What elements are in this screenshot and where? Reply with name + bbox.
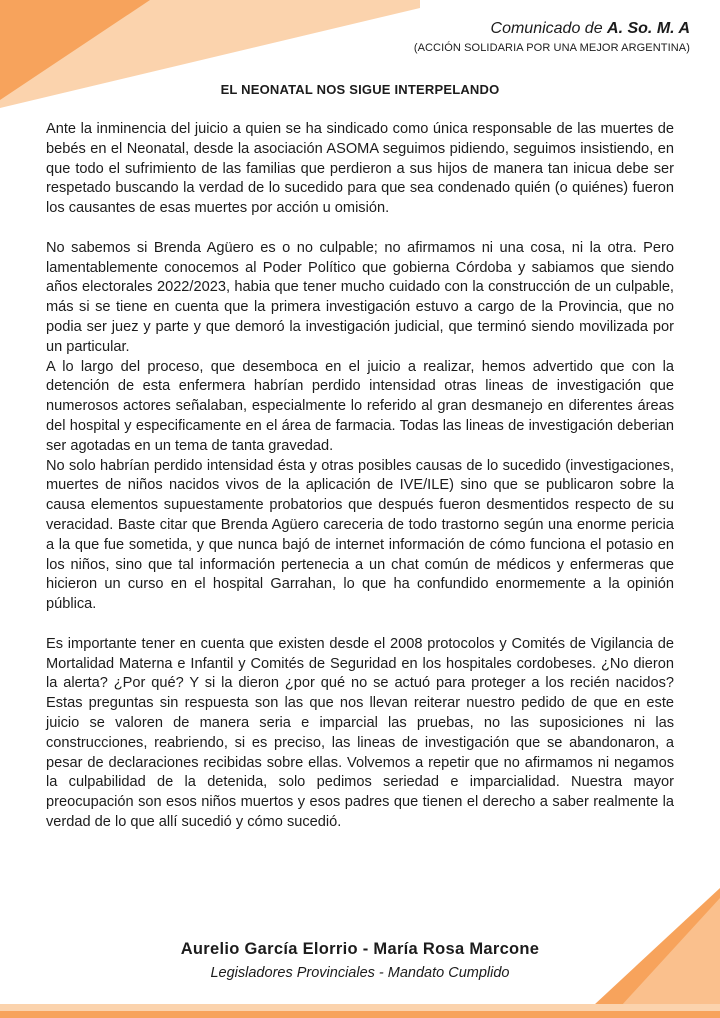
signatory-role: Legisladores Provinciales - Mandato Cumplido bbox=[210, 965, 510, 981]
bottom-stripe-decoration bbox=[0, 1004, 720, 1018]
paragraph: No sabemos si Brenda Agüero es o no culpable; no afirmamos ni una cosa, ni la otra. Pero lamentablemente conocemos al Poder Político que gobierna Córdoba y sabiamos que siendo años electorales 2022/2023, habia que tener mucho cuidado con la construcción de un culpable, más si se tiene en cuenta que la primera investigación estuvo a cargo de la Provincia, que no podia ser juez y parte y que demoró la investigación judicial, que terminó siendo movilizada por un particular. bbox=[46, 239, 674, 355]
organization-full-name: (ACCIÓN SOLIDARIA POR UNA MEJOR ARGENTINA) bbox=[413, 42, 690, 54]
paragraph: No solo habrían perdido intensidad ésta y otras posibles causas de lo sucedido (investigaciones, muertes de niños nacidos vivos de la aplicación de IVE/ILE) sino que se publicaron sobre la causa elementos supuestamente probatorios que después fueron desmentidos respecto de su veracidad. Baste citar que Brenda Agüero careceria de todo trastorno según una enorme pericia a la que fue sometida, y que nunca bajó de internet información de cómo funciona el potasio en los niños, sino que tal información pertenecia a un chat común de médicos y enfermeras que hicieron un curso en el hospital Garrahan, lo que ha confundido enormemente a la opinión pública. bbox=[46, 457, 674, 613]
paragraph: Ante la inminencia del juicio a quien se ha sindicado como única responsable de las muertes de bebés en el Neonatal, desde la asociación ASOMA seguimos pidiendo, seguimos insistiendo, en que todo el sufrimiento de las familias que perdieron a sus hijos de manera tan inicua debe ser respetado buscando la verdad de lo sucedido para que sea condenado quién (o quiénes) fueron los causantes de esas muertes por acción u omisión. bbox=[46, 121, 674, 217]
paragraph: A lo largo del proceso, que desemboca en el juicio a realizar, hemos advertido que con la detención de esta enfermera habrían perdido intensidad otras lineas de investigación que numerosos actores señalaban, especialmente lo referido al gran desmanejo en diferentes áreas del hospital y especificamente en el área de farmacia. Todas las lineas de investigación deberian ser agotadas en un tema de tanta gravedad. bbox=[46, 358, 674, 454]
signature-block bbox=[0, 940, 720, 981]
communique-header bbox=[414, 20, 690, 54]
document-title: EL NEONATAL NOS SIGUE INTERPELANDO bbox=[220, 82, 500, 97]
signatory-names: Aurelio García Elorrio - María Rosa Marcone bbox=[180, 940, 540, 958]
organization-acronym: A. So. M. A bbox=[607, 20, 690, 37]
paragraph: Es importante tener en cuenta que existen desde el 2008 protocolos y Comités de Vigilancia de Mortalidad Materna e Infantil y Comités de Seguridad en los hospitales cordobeses. ¿No dieron la alerta? ¿Por qué? Y si la dieron ¿por qué no se actuó para proteger a los recién nacidos? Estas preguntas sin respuesta son las que nos llevan reiterar nuestro pedido de que en este juicio se valoren de manera seria e imparcial las pruebas, no las suposiciones ni las construcciones, reabriendo, si es preciso, las lineas de investigación que se abandonaron, a pesar de declaraciones recibidas sobre ellas. Volvemos a repetir que no afirmamos ni negamos la culpabilidad de la detenida, solo pedimos seriedad e imparcialidad. Nuestra mayor preocupación son esos niños muertos y esos padres que tienen el derecho a saber realmente la verdad de lo que allí sucedió y cómo sucedió. bbox=[46, 635, 674, 830]
document-body bbox=[46, 120, 674, 833]
header-title: Comunicado de A. So. M. A bbox=[490, 20, 690, 37]
